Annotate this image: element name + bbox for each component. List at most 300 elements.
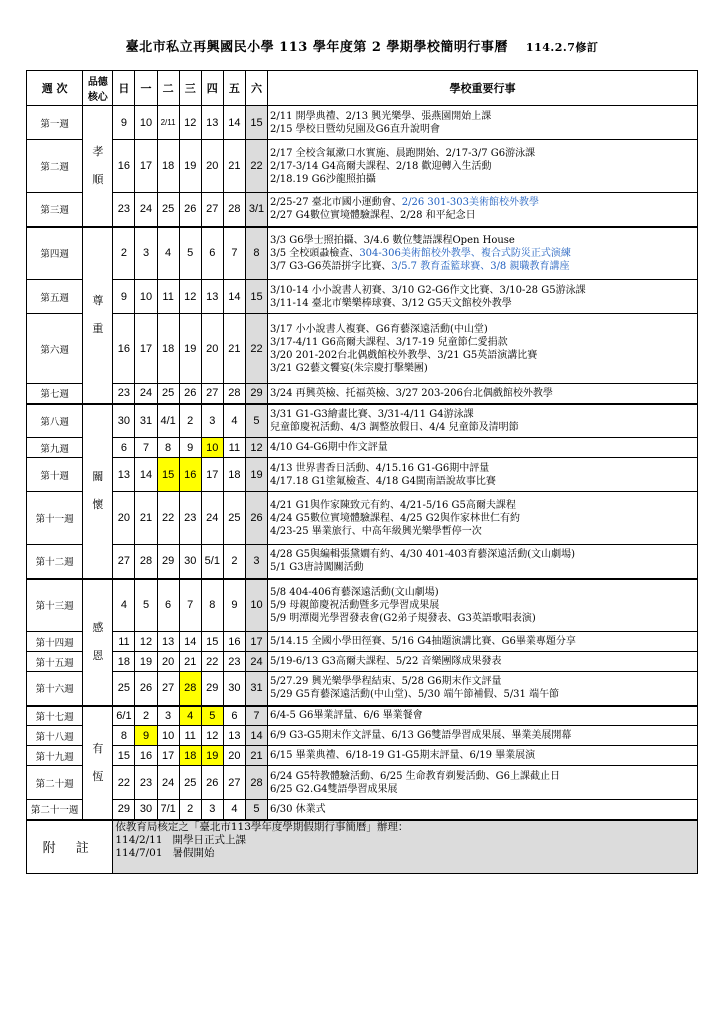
event-line xyxy=(270,635,697,648)
day-cell: 30 xyxy=(179,545,201,579)
day-cell: 8 xyxy=(157,438,179,458)
revision-date: 114.2.7修訂 xyxy=(525,41,599,54)
day-cell: 12 xyxy=(201,726,223,746)
events-cell xyxy=(268,632,698,652)
page-title xyxy=(0,36,724,55)
events-cell xyxy=(268,746,698,766)
week-row xyxy=(27,106,698,140)
day-cell: 11 xyxy=(223,438,245,458)
day-cell: 4 xyxy=(179,706,201,726)
event-line xyxy=(270,512,697,525)
day-cell: 23 xyxy=(113,193,135,227)
event-text: 5/9 明潭閱光學習發表會(G2弟子規發表、G3英語歌唱表演) xyxy=(270,612,536,624)
day-cell: 31 xyxy=(135,404,157,438)
event-line xyxy=(270,803,697,816)
event-text: 3/10-14 小小說書人初賽、3/10 G2-G6作文比賽、3/10-28 G5游泳課 xyxy=(270,284,586,296)
day-cell: 30 xyxy=(135,800,157,820)
day-cell: 15 xyxy=(245,106,267,140)
week-label: 第七週 xyxy=(27,384,83,404)
event-text: 3/17 小小說書人複賽、G6育藝深遠活動(中山堂) xyxy=(270,323,488,335)
header-week: 週 次 xyxy=(27,71,83,106)
events-cell xyxy=(268,404,698,438)
day-cell: 10 xyxy=(245,579,267,632)
week-label: 第三週 xyxy=(27,193,83,227)
day-cell: 14 xyxy=(223,106,245,140)
day-cell: 23 xyxy=(135,766,157,800)
event-text: 5/27.29 興光樂學學程結束、5/28 G6期末作文評量 xyxy=(270,676,502,688)
day-cell: 23 xyxy=(113,384,135,404)
week-row xyxy=(27,280,698,314)
day-cell: 16 xyxy=(113,314,135,384)
day-cell: 5 xyxy=(201,706,223,726)
event-text: 3/31 G1-G3繪畫比賽、3/31-4/11 G4游泳課 xyxy=(270,408,474,420)
day-cell: 23 xyxy=(223,652,245,672)
virtue-char: 恆 xyxy=(92,769,104,783)
header-day: 五 xyxy=(223,71,245,106)
events-cell xyxy=(268,652,698,672)
week-row xyxy=(27,706,698,726)
event-line xyxy=(270,349,697,362)
events-cell xyxy=(268,545,698,579)
week-label: 第八週 xyxy=(27,404,83,438)
day-cell: 25 xyxy=(223,492,245,545)
event-line xyxy=(270,586,697,599)
day-cell: 5 xyxy=(245,800,267,820)
week-label: 第十六週 xyxy=(27,672,83,706)
day-cell: 20 xyxy=(113,492,135,545)
day-cell: 11 xyxy=(179,726,201,746)
day-cell: 16 xyxy=(179,458,201,492)
day-cell: 14 xyxy=(135,458,157,492)
day-cell: 7 xyxy=(179,579,201,632)
day-cell: 10 xyxy=(135,106,157,140)
events-cell xyxy=(268,492,698,545)
events-cell xyxy=(268,706,698,726)
day-cell: 4 xyxy=(157,227,179,280)
event-line xyxy=(270,284,697,297)
day-cell: 27 xyxy=(223,766,245,800)
header-day: 一 xyxy=(135,71,157,106)
day-cell: 2 xyxy=(113,227,135,280)
day-cell: 8 xyxy=(245,227,267,280)
day-cell: 9 xyxy=(135,726,157,746)
event-text: 2/27 G4數位實境體驗課程、2/28 和平紀念日 xyxy=(270,210,476,222)
event-text: 6/25 G2.G4雙語學習成果展 xyxy=(270,783,398,795)
week-row xyxy=(27,632,698,652)
event-text: 5/14.15 全國小學田徑賽、5/16 G4抽題演講比賽、G6畢業專題分享 xyxy=(270,636,576,647)
virtue-char: 尊 xyxy=(92,294,104,307)
event-line xyxy=(270,160,697,173)
event-line xyxy=(270,260,697,273)
week-label: 第十二週 xyxy=(27,545,83,579)
day-cell: 10 xyxy=(201,438,223,458)
day-cell: 5 xyxy=(135,579,157,632)
week-label: 第十三週 xyxy=(27,579,83,632)
day-cell: 3 xyxy=(245,545,267,579)
event-line xyxy=(270,323,697,336)
event-line xyxy=(270,441,697,454)
day-cell: 21 xyxy=(245,746,267,766)
events-cell xyxy=(268,280,698,314)
day-cell: 6 xyxy=(201,227,223,280)
event-line xyxy=(270,548,697,561)
day-cell: 17 xyxy=(245,632,267,652)
day-cell: 29 xyxy=(157,545,179,579)
event-line xyxy=(270,123,697,136)
event-line xyxy=(270,209,697,222)
event-text: 2/25-27 臺北市國小運動會、 xyxy=(270,197,402,209)
day-cell: 13 xyxy=(201,280,223,314)
day-cell: 14 xyxy=(223,280,245,314)
day-cell: 26 xyxy=(179,193,201,227)
day-cell: 22 xyxy=(113,766,135,800)
week-label: 第二週 xyxy=(27,140,83,193)
calendar-title: 臺北市私立再興國民小學 113 學年度第 2 學期學校簡明行事曆 xyxy=(125,40,508,55)
event-text: 6/4-5 G6畢業評量、6/6 畢業餐會 xyxy=(270,710,423,722)
day-cell: 26 xyxy=(179,384,201,404)
day-cell: 17 xyxy=(135,140,157,193)
day-cell: 18 xyxy=(113,652,135,672)
day-cell: 8 xyxy=(113,726,135,746)
event-text: 6/15 畢業典禮、6/18-19 G1-G5期末評量、6/19 畢業展演 xyxy=(270,750,536,761)
event-text: 4/17.18 G1塗氟檢查、4/18 G4閩南語說故事比賽 xyxy=(270,475,496,487)
week-label: 第六週 xyxy=(27,314,83,384)
day-cell: 3/1 xyxy=(245,193,267,227)
event-line xyxy=(270,110,697,123)
day-cell: 15 xyxy=(157,458,179,492)
day-cell: 26 xyxy=(135,672,157,706)
event-line xyxy=(270,599,697,612)
event-line xyxy=(270,421,697,434)
day-cell: 19 xyxy=(179,314,201,384)
day-cell: 28 xyxy=(179,672,201,706)
event-text: 2/18.19 G6沙龍照拍攝 xyxy=(270,173,376,185)
events-cell xyxy=(268,193,698,227)
virtue-char: 孝 xyxy=(92,144,104,158)
event-line xyxy=(270,729,697,742)
day-cell: 3 xyxy=(135,227,157,280)
day-cell: 12 xyxy=(135,632,157,652)
day-cell: 25 xyxy=(113,672,135,706)
week-row xyxy=(27,458,698,492)
day-cell: 27 xyxy=(201,384,223,404)
event-text: 4/24 G5數位實境體驗課程、4/25 G2與作家林世仁有約 xyxy=(270,512,521,524)
virtue-char: 有 xyxy=(92,741,104,755)
day-cell: 4/1 xyxy=(157,404,179,438)
day-cell: 25 xyxy=(157,193,179,227)
day-cell: 22 xyxy=(245,140,267,193)
virtue-cell xyxy=(83,404,113,579)
day-cell: 31 xyxy=(245,672,267,706)
week-row xyxy=(27,140,698,193)
events-cell xyxy=(268,672,698,706)
events-cell xyxy=(268,458,698,492)
event-text: 6/9 G3-G5期末作文評量、6/13 G6雙語學習成果展、畢業美展開幕 xyxy=(270,730,572,741)
day-cell: 16 xyxy=(223,632,245,652)
week-row xyxy=(27,492,698,545)
day-cell: 12 xyxy=(245,438,267,458)
day-cell: 19 xyxy=(135,652,157,672)
day-cell: 9 xyxy=(113,280,135,314)
day-cell: 30 xyxy=(113,404,135,438)
day-cell: 17 xyxy=(135,314,157,384)
day-cell: 28 xyxy=(245,766,267,800)
day-cell: 19 xyxy=(245,458,267,492)
day-cell: 2 xyxy=(179,800,201,820)
virtue-char: 感 xyxy=(92,621,104,634)
event-text: 3/5 全校頭蝨檢查、 xyxy=(270,247,360,259)
day-cell: 24 xyxy=(157,766,179,800)
day-cell: 15 xyxy=(245,280,267,314)
event-text: 5/29 G5育藝深遠活動(中山堂)、5/30 端午節補假、5/31 端午節 xyxy=(270,689,560,701)
day-cell: 13 xyxy=(201,106,223,140)
event-line xyxy=(270,783,697,796)
day-cell: 3 xyxy=(157,706,179,726)
event-text-blue: 3/5.7 教育盃籃球賽、3/8 親職教育講座 xyxy=(391,260,570,272)
week-label: 第十九週 xyxy=(27,746,83,766)
day-cell: 27 xyxy=(201,193,223,227)
week-row xyxy=(27,579,698,632)
event-line xyxy=(270,612,697,625)
day-cell: 24 xyxy=(201,492,223,545)
day-cell: 26 xyxy=(245,492,267,545)
week-row xyxy=(27,672,698,706)
event-line xyxy=(270,675,697,688)
event-text: 3/24 再興英檢、托福英檢、3/27 203-206台北偶戲館校外教學 xyxy=(270,387,553,399)
day-cell: 18 xyxy=(157,314,179,384)
day-cell: 3 xyxy=(201,800,223,820)
day-cell: 13 xyxy=(223,726,245,746)
events-cell xyxy=(268,140,698,193)
events-cell xyxy=(268,227,698,280)
day-cell: 25 xyxy=(157,384,179,404)
week-row xyxy=(27,384,698,404)
day-cell: 6 xyxy=(113,438,135,458)
day-cell: 14 xyxy=(179,632,201,652)
calendar-table xyxy=(26,70,698,874)
week-row xyxy=(27,726,698,746)
event-line xyxy=(270,709,697,722)
day-cell: 20 xyxy=(201,140,223,193)
day-cell: 29 xyxy=(201,672,223,706)
notes-label: 附 註 xyxy=(27,820,113,874)
event-line xyxy=(270,336,697,349)
events-cell xyxy=(268,726,698,746)
event-text: 5/9 母親節慶祝活動暨多元學習成果展 xyxy=(270,599,440,611)
week-row xyxy=(27,438,698,458)
event-text: 3/11-14 臺北市樂樂棒球賽、3/12 G5天文館校外教學 xyxy=(270,297,512,309)
event-line xyxy=(270,462,697,475)
day-cell: 13 xyxy=(113,458,135,492)
event-line xyxy=(270,561,697,574)
week-label: 第四週 xyxy=(27,227,83,280)
day-cell: 9 xyxy=(223,579,245,632)
event-text-blue: 2/26 301-303美術館校外教學 xyxy=(401,197,539,209)
events-cell xyxy=(268,800,698,820)
week-label: 第二十週 xyxy=(27,766,83,800)
event-line xyxy=(270,499,697,512)
event-text: 4/23-25 畢業旅行、中高年級興光樂學暫停一次 xyxy=(270,525,482,537)
virtue-cell xyxy=(83,579,113,706)
event-text: 4/13 世界書香日活動、4/15.16 G1-G6期中評量 xyxy=(270,462,490,474)
day-cell: 18 xyxy=(223,458,245,492)
week-label: 第十週 xyxy=(27,458,83,492)
events-cell xyxy=(268,106,698,140)
event-line xyxy=(270,297,697,310)
day-cell: 28 xyxy=(223,384,245,404)
week-label: 第五週 xyxy=(27,280,83,314)
event-line xyxy=(270,475,697,488)
day-cell: 20 xyxy=(223,746,245,766)
event-text: 6/30 休業式 xyxy=(270,803,326,815)
day-cell: 22 xyxy=(201,652,223,672)
day-cell: 13 xyxy=(157,632,179,652)
virtue-char: 順 xyxy=(92,172,104,186)
header-day: 六 xyxy=(245,71,267,106)
week-label: 第十七週 xyxy=(27,706,83,726)
day-cell: 16 xyxy=(135,746,157,766)
events-cell xyxy=(268,384,698,404)
day-cell: 29 xyxy=(113,800,135,820)
day-cell: 6 xyxy=(223,706,245,726)
events-cell xyxy=(268,766,698,800)
day-cell: 24 xyxy=(135,193,157,227)
header-day: 三 xyxy=(179,71,201,106)
event-line xyxy=(270,688,697,701)
day-cell: 2/11 xyxy=(157,106,179,140)
day-cell: 28 xyxy=(223,193,245,227)
week-row xyxy=(27,193,698,227)
day-cell: 6/1 xyxy=(113,706,135,726)
event-line xyxy=(270,173,697,186)
events-cell xyxy=(268,579,698,632)
day-cell: 9 xyxy=(113,106,135,140)
day-cell: 10 xyxy=(135,280,157,314)
day-cell: 5/1 xyxy=(201,545,223,579)
virtue-cell xyxy=(83,227,113,404)
day-cell: 9 xyxy=(179,438,201,458)
day-cell: 19 xyxy=(201,746,223,766)
day-cell: 4 xyxy=(223,404,245,438)
day-cell: 22 xyxy=(245,314,267,384)
event-line xyxy=(270,749,697,762)
day-cell: 12 xyxy=(179,280,201,314)
day-cell: 19 xyxy=(179,140,201,193)
event-text: 6/24 G5特教體驗活動、6/25 生命教育剃髮活動、G6上課截止日 xyxy=(270,770,561,782)
virtue-cell xyxy=(83,106,113,227)
day-cell: 21 xyxy=(135,492,157,545)
day-cell: 7 xyxy=(245,706,267,726)
week-row xyxy=(27,746,698,766)
event-text: 2/17 全校含氟漱口水實施、晨跑開始、2/17-3/7 G6游泳課 xyxy=(270,147,536,159)
event-text: 5/8 404-406育藝深遠活動(文山劇場) xyxy=(270,586,439,598)
event-line xyxy=(270,387,697,400)
event-text: 4/28 G5與編輯張黛嫺有約、4/30 401-403育藝深遠活動(文山劇場) xyxy=(270,549,576,561)
day-cell: 20 xyxy=(201,314,223,384)
event-line xyxy=(270,362,697,375)
day-cell: 23 xyxy=(179,492,201,545)
day-cell: 7 xyxy=(135,438,157,458)
virtue-char: 重 xyxy=(92,322,104,335)
day-cell: 7 xyxy=(223,227,245,280)
event-text: 5/1 G3唐詩闖關活動 xyxy=(270,562,364,574)
event-text: 3/3 G6學士照拍攝、3/4.6 數位雙語課程Open House xyxy=(270,234,515,246)
virtue-char: 關 xyxy=(92,470,104,483)
virtue-char: 懷 xyxy=(92,498,104,511)
day-cell: 12 xyxy=(179,106,201,140)
week-row xyxy=(27,404,698,438)
day-cell: 5 xyxy=(179,227,201,280)
day-cell: 21 xyxy=(223,140,245,193)
day-cell: 16 xyxy=(113,140,135,193)
day-cell: 29 xyxy=(245,384,267,404)
day-cell: 15 xyxy=(113,746,135,766)
header-events: 學校重要行事 xyxy=(268,71,698,106)
week-label: 第九週 xyxy=(27,438,83,458)
virtue-char: 恩 xyxy=(92,649,104,662)
event-line xyxy=(270,525,697,538)
event-text: 3/20 201-202台北偶戲館校外教學、3/21 G5英語演講比賽 xyxy=(270,349,538,361)
week-row xyxy=(27,227,698,280)
notes-row xyxy=(27,820,698,874)
day-cell: 4 xyxy=(113,579,135,632)
day-cell: 28 xyxy=(135,545,157,579)
event-text-blue: 304-306美術館校外教學、複合式防災正式演練 xyxy=(359,247,571,259)
event-line xyxy=(270,147,697,160)
day-cell: 8 xyxy=(201,579,223,632)
event-text: 4/10 G4-G6期中作文評量 xyxy=(270,442,388,453)
week-label: 第十五週 xyxy=(27,652,83,672)
day-cell: 7/1 xyxy=(157,800,179,820)
week-label: 第二十一週 xyxy=(27,800,83,820)
event-text: 3/7 G3-G6英語拼字比賽、 xyxy=(270,260,392,272)
day-cell: 2 xyxy=(135,706,157,726)
event-text: 3/17-4/11 G6高爾夫課程、3/17-19 兒童節仁愛捐款 xyxy=(270,336,508,348)
event-text: 5/19-6/13 G3高爾夫課程、5/22 音樂團隊成果發表 xyxy=(270,656,502,667)
day-cell: 27 xyxy=(157,672,179,706)
header-row xyxy=(27,71,698,106)
event-text: 3/21 G2藝文饗宴(朱宗慶打擊樂團) xyxy=(270,362,428,374)
day-cell: 18 xyxy=(157,140,179,193)
week-row xyxy=(27,314,698,384)
event-line xyxy=(270,247,697,260)
day-cell: 11 xyxy=(157,280,179,314)
day-cell: 3 xyxy=(201,404,223,438)
event-line xyxy=(270,408,697,421)
day-cell: 11 xyxy=(113,632,135,652)
day-cell: 17 xyxy=(157,746,179,766)
events-cell xyxy=(268,314,698,384)
day-cell: 26 xyxy=(201,766,223,800)
event-text: 2/17-3/14 G4高爾夫課程、2/18 歡迎轉入生活動 xyxy=(270,160,492,172)
virtue-cell xyxy=(83,706,113,820)
day-cell: 21 xyxy=(223,314,245,384)
header-day: 日 xyxy=(113,71,135,106)
event-text: 2/15 學校日暨幼兒園及G6直升說明會 xyxy=(270,123,441,135)
day-cell: 30 xyxy=(223,672,245,706)
day-cell: 22 xyxy=(157,492,179,545)
week-label: 第一週 xyxy=(27,106,83,140)
event-text: 4/21 G1與作家陳致元有約、4/21-5/16 G5高爾夫課程 xyxy=(270,499,516,511)
day-cell: 2 xyxy=(179,404,201,438)
day-cell: 21 xyxy=(179,652,201,672)
week-row xyxy=(27,766,698,800)
event-line xyxy=(270,234,697,247)
header-virtue: 品德核心 xyxy=(83,71,113,106)
day-cell: 14 xyxy=(245,726,267,746)
day-cell: 10 xyxy=(157,726,179,746)
event-text: 2/11 開學典禮、2/13 興光樂學、張燕園開始上課 xyxy=(270,110,492,122)
